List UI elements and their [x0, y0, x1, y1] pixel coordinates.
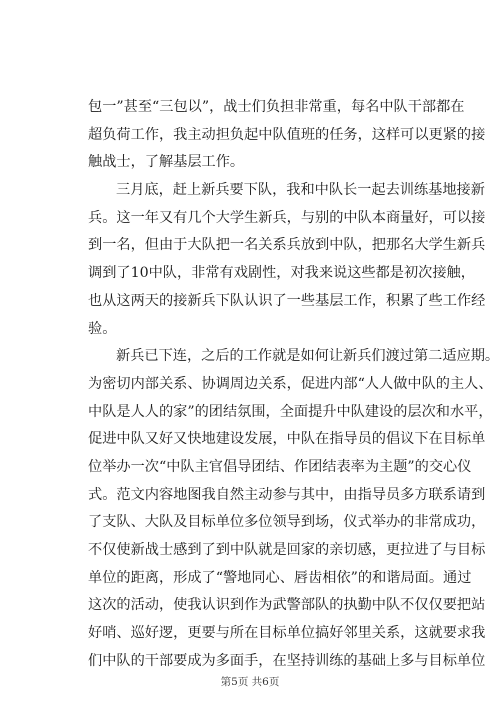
- text-line: 兵。这一年又有几个大学生新兵，与别的中队本商量好，可以接: [88, 209, 486, 226]
- text-line: 促进中队又好又快地建设发展，中队在指导员的倡议下在目标单: [88, 431, 486, 448]
- text-line: 也从这两天的接新兵下队认识了一些基层工作，积累了些工作经: [88, 292, 486, 309]
- text-line: 三月底，赶上新兵要下队，我和中队长一起去训练基地接新: [116, 182, 485, 199]
- text-line: 式。范文内容地图我自然主动参与其中，由指导员多方联系请到: [88, 486, 486, 503]
- text-line: 到一名，但由于大队把一名关系兵放到中队，把那名大学生新兵: [88, 237, 486, 254]
- text-line: 调到了10中队，非常有戏剧性，对我来说这些都是初次接触，: [88, 265, 475, 282]
- page-number-footer: 第5页 共6页: [220, 676, 280, 688]
- text-line: 验。: [88, 320, 117, 337]
- text-line: 不仅使新战士感到了到中队就是回家的亲切感，更拉进了与目标: [88, 542, 486, 558]
- text-line: 好哨、巡好逻，更要与所在目标单位搞好邻里关系，这就要求我: [88, 625, 486, 642]
- text-line: 位举办一次“中队主官倡导团结、作团结表率为主题”的交心仪: [88, 458, 472, 475]
- text-line: 为密切内部关系、协调周边关系，促进内部“人人做中队的主人、: [88, 375, 493, 392]
- text-line: 们中队的干部要成为多面手，在坚持训练的基础上多与目标单位: [88, 652, 486, 669]
- text-line: 单位的距离，形成了“警地同心、唇齿相依”的和谐局面。通过: [88, 569, 472, 586]
- text-line: 了支队、大队及目标单位多位领导到场，仪式举办的非常成功，: [88, 514, 486, 531]
- text-line: 中队是人人的家”的团结氛围，全面提升中队建设的层次和水平，: [88, 403, 493, 420]
- text-line: 超负荷工作，我主动担负起中队值班的任务，这样可以更紧的接: [88, 126, 486, 143]
- text-line: 包一”甚至“三包以”，战士们负担非常重，每名中队干部都在: [88, 99, 465, 115]
- text-line: 触战士，了解基层工作。: [88, 154, 245, 171]
- text-line: 新兵已下连，之后的工作就是如何让新兵们渡过第二适应期。: [116, 348, 500, 365]
- text-line: 这次的活动，使我认识到作为武警部队的执勤中队不仅仅要把站: [88, 597, 486, 614]
- body-text: [88, 94, 500, 675]
